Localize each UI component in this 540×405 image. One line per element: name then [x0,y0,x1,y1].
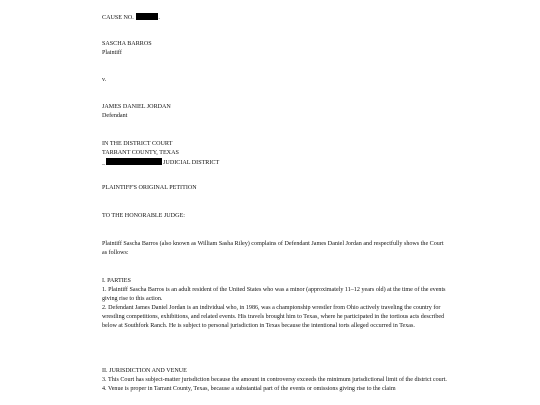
cause-number-redaction [136,13,158,20]
jurisdiction-paragraph-3: 3. This Court has subject-matter jurisdiction because the amount in controversy exceeds the minimum jurisdictional limit of the district court. [102,377,447,383]
defendant-name: JAMES DANIEL JORDAN [102,104,171,110]
versus-block [102,76,106,85]
district-suffix: JUDICIAL DISTRICT [163,160,220,166]
parties-section [102,277,447,331]
cause-number-line [102,13,160,23]
plaintiff-name: SASCHA BARROS [102,41,152,47]
document-title-block [102,184,197,193]
cause-number-suffix: . [158,15,160,21]
intro-paragraph: Plaintiff Sascha Barros (also known as William Sasha Riley) complains of Defendant James Daniel Jordan and respectfully shows the Court as follows: [102,241,444,256]
jurisdiction-section [102,367,447,394]
cause-number-block [102,13,160,23]
defendant-block [102,103,171,121]
parties-paragraph-1: 1. Plaintiff Sascha Barros is an adult resident of the United States who was a minor (approximately 11–12 years old) at the time of the events giving rise to this action. [102,287,446,302]
cause-number-label: CAUSE NO. [102,15,134,21]
court-line-1: IN THE DISTRICT COURT [102,141,173,147]
plaintiff-block [102,40,152,58]
address-text: TO THE HONORABLE JUDGE: [102,213,185,219]
versus-text: v. [102,77,107,83]
court-block [102,140,219,168]
address-block [102,212,185,221]
defendant-role: Defendant [102,113,128,119]
court-line-2: TARRANT COUNTY, TEXAS [102,150,179,156]
parties-paragraph-2: 2. Defendant James Daniel Jordan is an individual who, in 1986, was a championship wrestler from Ohio actively traveling the country for wrestling competitions, exhibitions, and related events. His travels brought him to Texas, where he participated in the tortious acts described below at Southfork Ranch. He is subject to personal jurisdiction in Texas because the intentional torts alleged occurred in Texas. [102,305,445,329]
intro-block [102,240,447,258]
document-title: PLAINTIFF'S ORIGINAL PETITION [102,185,197,191]
district-redaction [106,158,162,165]
parties-heading: I. PARTIES [102,278,131,284]
jurisdiction-paragraph-4: 4. Venue is proper in Tarrant County, Texas, because a substantial part of the events or omissions giving rise to the claim [102,386,396,392]
plaintiff-role: Plaintiff [102,50,122,56]
district-line [102,158,219,168]
jurisdiction-heading: II. JURISDICTION AND VENUE [102,368,187,374]
district-prefix: _ [102,160,106,166]
